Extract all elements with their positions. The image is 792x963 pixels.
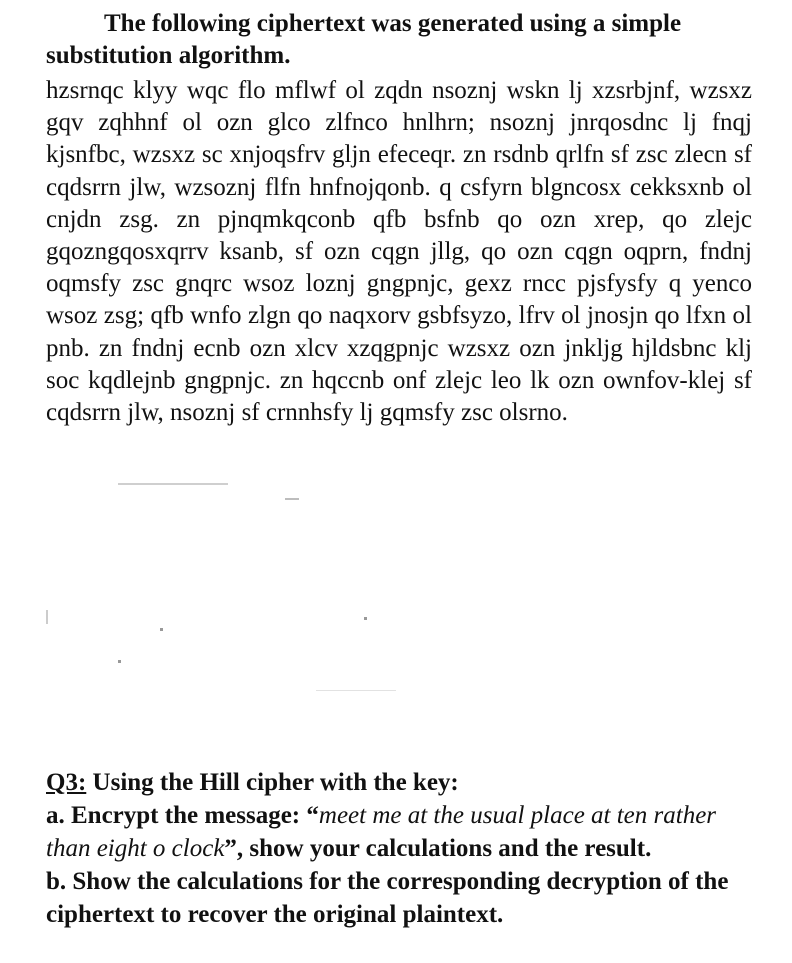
question-heading-line	[46, 766, 756, 799]
part-b: b. Show the calculations for the corresponding decryption of the ciphertext to recover the original plaintext.	[46, 868, 729, 928]
plaintext-message: meet me at the usual place at ten rather than eight o clock	[46, 802, 717, 862]
close-quote: ”	[224, 835, 237, 862]
scan-artifact-line	[285, 498, 299, 500]
ciphertext-paragraph: hzsrnqc klyy wqc flo mflwf ol zqdn nsoznj wskn lj xzsrbjnf, wzsxz gqv zqhhnf ol ozn glco zlfnco hnlhrn; nsoznj jnrqosdnc lj fnqj kjsnfbc, wzsxz sc xnjoqsfrv gljn efeceqr. zn rsdnb qrlfn sf zsc zlecn sf cqdsrrn jlw, wzsoznj flfn hnfnojqonb. q csfyrn blgncosx cekksxnb ol cnjdn zsg. zn pjnqmkqconb qfb bsfnb qo ozn xrep, qo zlejc gqozngqosxqrrv ksanb, sf ozn cqgn jllg, qo ozn cqgn oqprn, fndnj oqmsfy zsc gnqrc wsoz loznj gngpnjc, gexz rncc pjsfysfy q yenco wsoz zsg; qfb wnfo zlgn qo naqxorv gsbfsyzo, lfrv ol jnosjn qo lfxn ol pnb. zn fndnj ecnb ozn xlcv xzqgpnjc wzsxz ozn jnkljg hjldsbnc klj soc kqdlejnb gngpnjc. zn hqccnb onf zlejc leo lk ozn ownfov-klej sf cqdsrrn jlw, nsoznj sf crnnhsfy lj gqmsfy zsc olsrno.	[46, 77, 752, 427]
part-a-rest: , show your calculations and the result.	[236, 835, 652, 862]
scan-artifact-dot	[118, 660, 121, 663]
part-a-label: a. Encrypt the message:	[46, 802, 301, 829]
scan-artifact-dot	[364, 617, 367, 620]
scan-artifact-line	[316, 690, 396, 691]
scan-artifact-line	[118, 483, 228, 485]
question-block	[46, 766, 756, 931]
intro-heading	[46, 8, 756, 72]
open-quote: “	[306, 802, 319, 829]
intro-text: The following ciphertext was generated using a simple substitution algorithm.	[46, 10, 682, 69]
question-number: Q3:	[46, 769, 87, 796]
scan-artifact-dot	[160, 628, 163, 631]
scan-artifact-dot	[46, 610, 48, 624]
question-heading: Using the Hill cipher with the key:	[92, 769, 459, 796]
part-a	[46, 799, 756, 865]
